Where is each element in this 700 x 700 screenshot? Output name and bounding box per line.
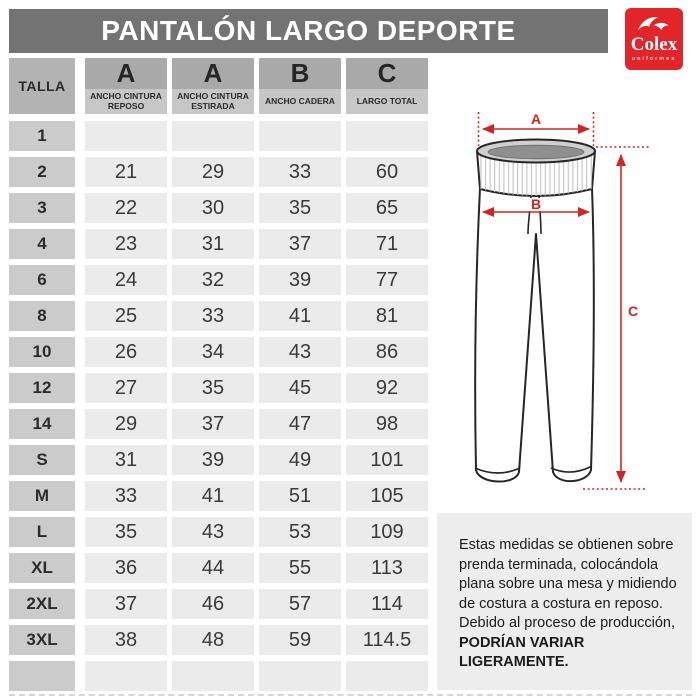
value-cell: 81 xyxy=(346,301,428,331)
value-cell: 27 xyxy=(85,373,167,403)
value-cell xyxy=(172,661,254,691)
size-cell: L xyxy=(9,517,75,547)
value-cell: 37 xyxy=(85,589,167,619)
size-table xyxy=(9,58,430,697)
table-row xyxy=(9,445,430,475)
title-bar xyxy=(9,9,608,53)
table-row xyxy=(9,265,430,295)
size-cell: XL xyxy=(9,553,75,583)
value-cell: 30 xyxy=(172,193,254,223)
size-cell xyxy=(9,661,75,691)
size-cell: 3XL xyxy=(9,625,75,655)
size-cell: S xyxy=(9,445,75,475)
value-cell: 60 xyxy=(346,157,428,187)
value-cell: 114 xyxy=(346,589,428,619)
size-cell: M xyxy=(9,481,75,511)
table-body xyxy=(9,121,430,691)
table-row xyxy=(9,121,430,151)
table-row xyxy=(9,625,430,655)
value-cell: 23 xyxy=(85,229,167,259)
size-cell: 3 xyxy=(9,193,75,223)
value-cell xyxy=(259,661,341,691)
value-cell: 35 xyxy=(85,517,167,547)
value-cell: 77 xyxy=(346,265,428,295)
value-cell: 45 xyxy=(259,373,341,403)
value-cell: 35 xyxy=(172,373,254,403)
value-cell: 25 xyxy=(85,301,167,331)
table-row xyxy=(9,409,430,439)
value-cell xyxy=(259,121,341,151)
bottom-divider xyxy=(9,694,692,696)
table-row xyxy=(9,481,430,511)
column-letter: A xyxy=(172,58,254,89)
value-cell: 31 xyxy=(172,229,254,259)
value-cell: 44 xyxy=(172,553,254,583)
value-cell: 65 xyxy=(346,193,428,223)
value-cell: 33 xyxy=(172,301,254,331)
value-cell: 48 xyxy=(172,625,254,655)
table-row xyxy=(9,661,430,691)
note-text-bold: PODRÍAN VARIAR LIGERAMENTE. xyxy=(459,634,585,670)
column-header xyxy=(346,58,428,114)
pants-outline xyxy=(475,140,595,482)
value-cell: 98 xyxy=(346,409,428,439)
value-cell: 47 xyxy=(259,409,341,439)
dim-label-c: C xyxy=(628,303,639,319)
value-cell: 33 xyxy=(85,481,167,511)
value-cell: 33 xyxy=(259,157,341,187)
value-cell: 86 xyxy=(346,337,428,367)
colex-bird-icon xyxy=(634,13,674,35)
column-label: ANCHO CINTURA REPOSO xyxy=(85,89,167,114)
value-cell: 26 xyxy=(85,337,167,367)
column-label: ANCHO CINTURA ESTIRADA xyxy=(172,89,254,114)
pants-diagram xyxy=(450,100,700,500)
value-cell: 71 xyxy=(346,229,428,259)
value-cell: 39 xyxy=(172,445,254,475)
size-cell: 2 xyxy=(9,157,75,187)
column-letter: B xyxy=(259,58,341,89)
value-cell: 22 xyxy=(85,193,167,223)
value-cell: 41 xyxy=(259,301,341,331)
size-cell: 2XL xyxy=(9,589,75,619)
table-row xyxy=(9,301,430,331)
table-row xyxy=(9,553,430,583)
value-cell: 92 xyxy=(346,373,428,403)
value-cell: 49 xyxy=(259,445,341,475)
table-row xyxy=(9,589,430,619)
value-cell: 114.5 xyxy=(346,625,428,655)
value-cell: 32 xyxy=(172,265,254,295)
dim-label-a: A xyxy=(530,111,542,127)
size-cell: 6 xyxy=(9,265,75,295)
table-row xyxy=(9,193,430,223)
size-cell: 12 xyxy=(9,373,75,403)
value-cell: 24 xyxy=(85,265,167,295)
value-cell: 29 xyxy=(85,409,167,439)
column-label: ANCHO CADERA xyxy=(259,89,341,114)
value-cell: 41 xyxy=(172,481,254,511)
value-cell xyxy=(85,121,167,151)
measurement-note xyxy=(437,513,692,690)
logo-brand-text: Colex xyxy=(630,34,678,55)
column-header xyxy=(259,58,341,114)
value-cell: 36 xyxy=(85,553,167,583)
size-header-cell: TALLA xyxy=(9,58,75,114)
size-cell: 4 xyxy=(9,229,75,259)
value-cell: 37 xyxy=(172,409,254,439)
colex-logo xyxy=(625,8,683,70)
value-cell: 51 xyxy=(259,481,341,511)
value-cell: 34 xyxy=(172,337,254,367)
value-cell: 39 xyxy=(259,265,341,295)
value-cell: 55 xyxy=(259,553,341,583)
value-cell: 46 xyxy=(172,589,254,619)
value-cell xyxy=(346,661,428,691)
value-cell: 38 xyxy=(85,625,167,655)
table-row xyxy=(9,337,430,367)
value-cell: 53 xyxy=(259,517,341,547)
column-label: LARGO TOTAL xyxy=(346,89,428,114)
column-header xyxy=(172,58,254,114)
value-cell: 31 xyxy=(85,445,167,475)
value-cell: 57 xyxy=(259,589,341,619)
value-cell xyxy=(85,661,167,691)
value-cell: 109 xyxy=(346,517,428,547)
table-row xyxy=(9,157,430,187)
size-cell: 1 xyxy=(9,121,75,151)
value-cell xyxy=(346,121,428,151)
value-cell: 35 xyxy=(259,193,341,223)
table-row xyxy=(9,517,430,547)
column-letter: C xyxy=(346,58,428,89)
table-header-row xyxy=(9,58,430,114)
value-cell xyxy=(172,121,254,151)
value-cell: 59 xyxy=(259,625,341,655)
column-letter: A xyxy=(85,58,167,89)
note-text: Estas medidas se obtienen sobre prenda terminada, colocándola plana sobre una mesa y midiendo de costura a costura en reposo. Debido al proceso de producción, xyxy=(459,537,677,631)
value-cell: 113 xyxy=(346,553,428,583)
size-cell: 10 xyxy=(9,337,75,367)
value-cell: 43 xyxy=(172,517,254,547)
value-cell: 21 xyxy=(85,157,167,187)
value-cell: 43 xyxy=(259,337,341,367)
logo-tagline-text: uniformes xyxy=(631,56,677,62)
value-cell: 37 xyxy=(259,229,341,259)
value-cell: 101 xyxy=(346,445,428,475)
column-header xyxy=(85,58,167,114)
table-row xyxy=(9,373,430,403)
size-cell: 14 xyxy=(9,409,75,439)
value-cell: 105 xyxy=(346,481,428,511)
table-row xyxy=(9,229,430,259)
size-cell: 8 xyxy=(9,301,75,331)
page-title: PANTALÓN LARGO DEPORTE xyxy=(101,15,516,46)
dim-label-b: B xyxy=(530,196,542,212)
value-cell: 29 xyxy=(172,157,254,187)
